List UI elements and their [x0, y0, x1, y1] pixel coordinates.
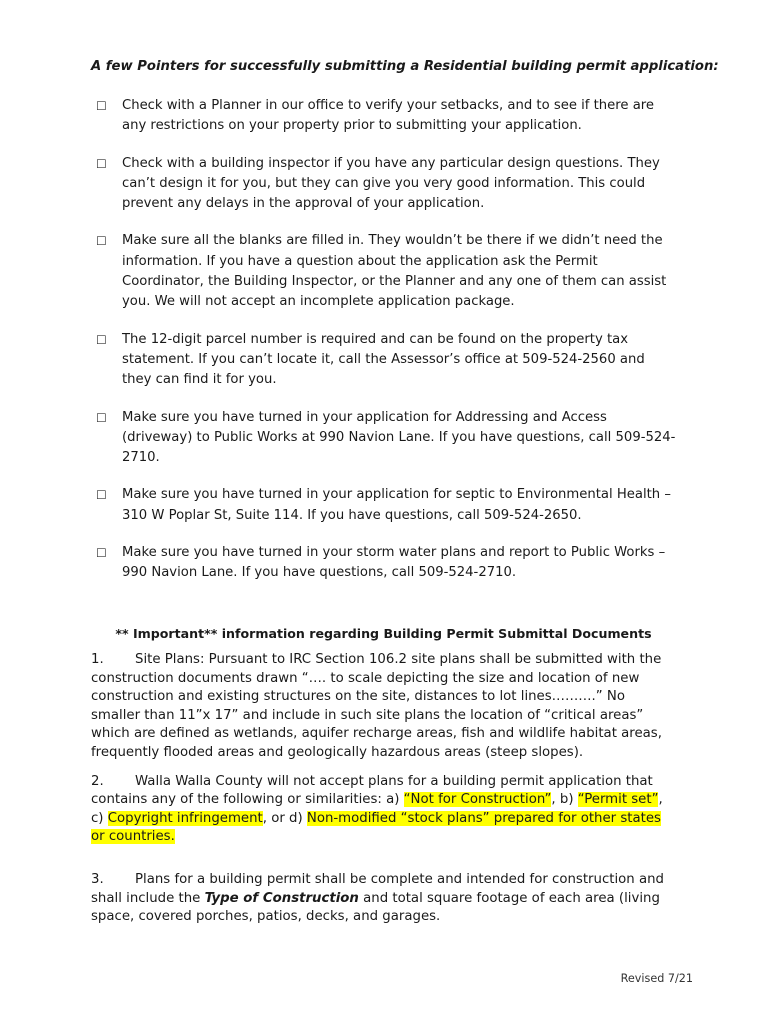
checkbox-icon: ☐ [96, 546, 107, 561]
numbered-item [91, 773, 676, 847]
highlighted-text: Non-modified “stock plans” prepared for other states or countries. [91, 810, 661, 845]
checkbox-icon: ☐ [96, 332, 107, 347]
list-item [96, 231, 676, 312]
item-number: 3. [91, 871, 104, 887]
item-number: 2. [91, 773, 104, 789]
numbered-item [91, 871, 676, 927]
submittal-items [91, 651, 676, 937]
list-item-text: Check with a building inspector if you have any particular design questions. They can’t design it for you, but they can give you very good information. This could prevent any delays in the approval of your application. [122, 155, 660, 212]
highlighted-text: “Permit set” [577, 792, 659, 808]
checkbox-icon: ☐ [96, 410, 107, 425]
numbered-item [91, 651, 676, 763]
item-text: , or d) [262, 810, 307, 826]
list-item-text: Make sure you have turned in your application for septic to Environmental Health – 310 W Poplar St, Suite 114. If you have questions, call 509-524-2650. [122, 487, 671, 523]
list-item [96, 96, 676, 137]
revision-footer: Revised 7/21 [620, 972, 693, 985]
item-text: and total square footage of each area (living space, covered porches, patios, decks, and garages. [91, 890, 660, 925]
emphasized-text: Type of Construction [204, 890, 359, 906]
list-item-text: Make sure you have turned in your storm water plans and report to Public Works – 990 Navion Lane. If you have questions, call 509-524-2710. [122, 545, 666, 581]
highlighted-text: Copyright infringement [107, 810, 263, 826]
list-item [96, 543, 676, 584]
pointer-list [96, 96, 676, 601]
document-heading: A few Pointers for successfully submitting a Residential building permit application: [91, 59, 719, 74]
highlighted-text: “Not for Construction” [403, 792, 552, 808]
item-number: 1. [91, 652, 104, 667]
item-text: Plans for a building permit shall be complete and intended for construction and shall include the [91, 871, 664, 906]
list-item [96, 408, 676, 469]
list-item-text: Check with a Planner in our office to verify your setbacks, and to see if there are any restrictions on your property prior to submitting your application. [122, 98, 655, 134]
item-text: Walla Walla County will not accept plans for a building permit application that contains any of the following or similarities: a) [91, 773, 653, 808]
checkbox-icon: ☐ [96, 234, 107, 249]
list-item-text: Make sure you have turned in your application for Addressing and Access (driveway) to Public Works at 990 Navion Lane. If you have questions, call 509-524-2710. [122, 409, 676, 466]
list-item [96, 485, 676, 526]
checkbox-icon: ☐ [96, 488, 107, 503]
item-text: , c) [91, 792, 663, 826]
list-item [96, 154, 676, 215]
checkbox-icon: ☐ [96, 156, 107, 171]
important-heading: ** Important** information regarding Building Permit Submittal Documents [115, 626, 652, 641]
list-item-text: Make sure all the blanks are filled in. They wouldn’t be there if we didn’t need the information. If you have a question about the application ask the Permit Coordinator, the Building Inspector, or the Planner and any one of them can assist you. We will not accept an incomplete application package. [122, 233, 667, 310]
list-item-text: The 12-digit parcel number is required and can be found on the property tax statement. If you can’t locate it, call the Assessor’s office at 509-524-2560 and they can find it for you. [122, 331, 645, 388]
list-item [96, 330, 676, 391]
item-text: Site Plans: Pursuant to IRC Section 106.2 site plans shall be submitted with the construction documents drawn “…. to scale depicting the size and location of new construction and existing structures on the site, distances to lot lines……….” No smaller than 11”x 17” and include in such site plans the location of “critical areas” which are defined as wetlands, aquifer recharge areas, fish and wildlife habitat areas, frequently flooded areas and geologically hazardous areas (steep slopes). [91, 652, 662, 760]
item-text: , b) [551, 792, 578, 808]
checkbox-icon: ☐ [96, 99, 107, 113]
